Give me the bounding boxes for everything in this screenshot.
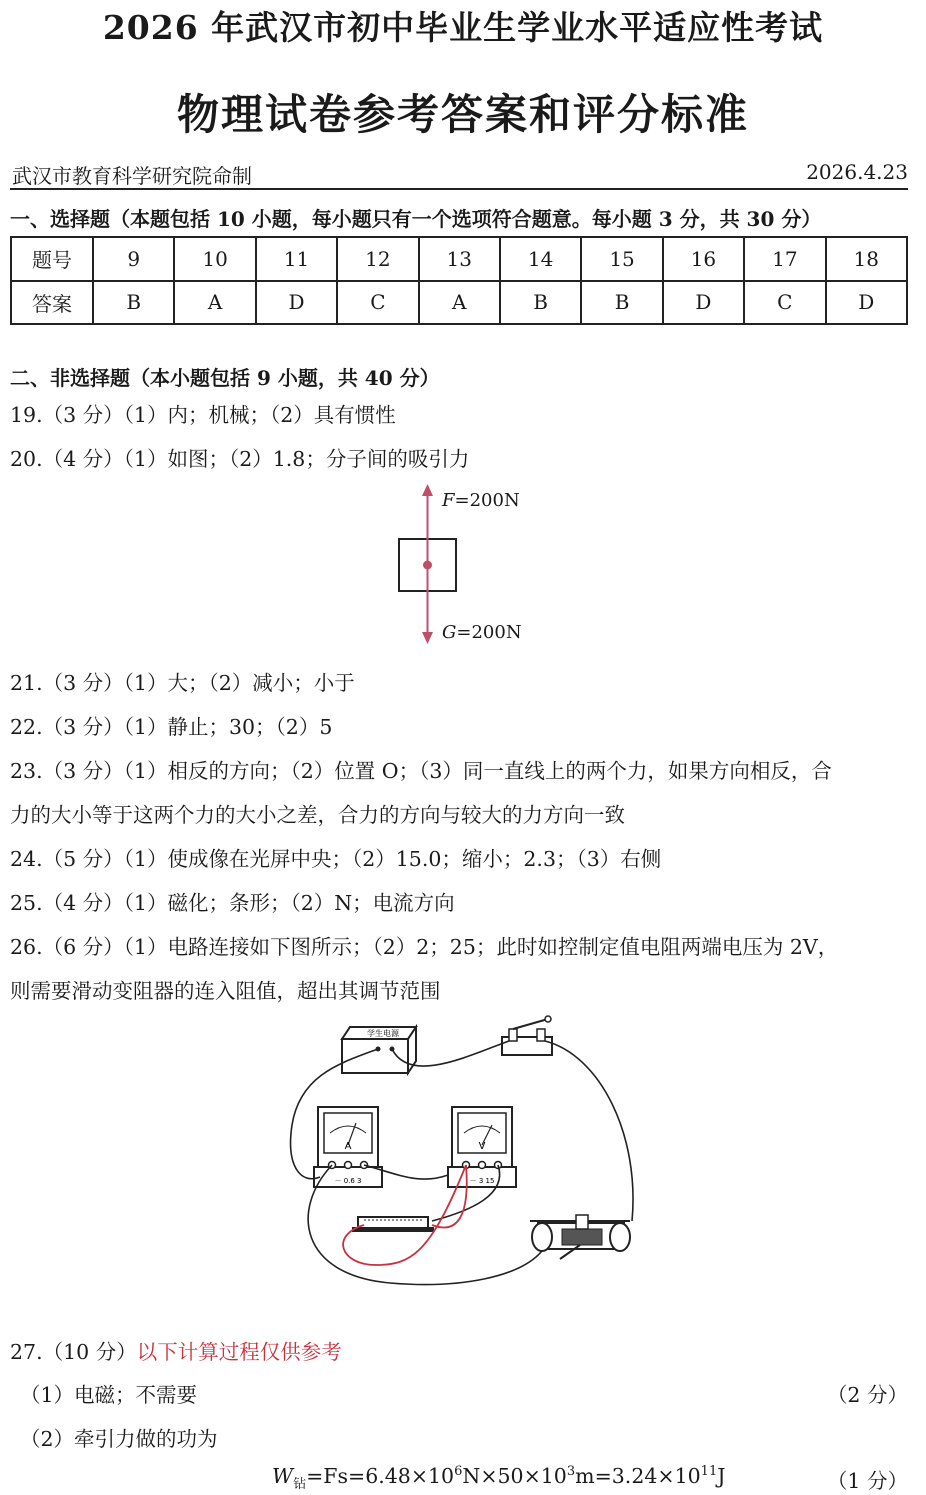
answer-23-line1: 23.（3 分）（1）相反的方向；（2）位置 O；（3）同一直线上的两个力，如果方向相反，合 [10, 759, 832, 783]
answer-27-header: 27.（10 分）以下计算过程仅供参考 [10, 1340, 342, 1364]
answer-27-part1: （1）电磁；不需要 [20, 1383, 198, 1407]
answer-22: 22.（3 分）（1）静止；30；（2）5 [10, 715, 333, 739]
table-cell: B [581, 281, 662, 325]
answer-21: 21.（3 分）（1）大；（2）减小；小于 [10, 671, 355, 695]
table-row-numbers [11, 237, 907, 281]
label-F: F=200N [442, 490, 520, 511]
ammeter-terminals: － 0.6 3 [334, 1177, 362, 1185]
exam-title: 2026 年武汉市初中毕业生学业水平适应性考试 [102, 8, 824, 47]
voltmeter-symbol: V [478, 1141, 486, 1152]
label-G: G=200N [442, 622, 522, 643]
table-cell: B [93, 281, 174, 325]
table-header-number: 题号 [11, 237, 93, 281]
answer-key-title: 物理试卷参考答案和评分标准 [176, 90, 749, 139]
note-red: 以下计算过程仅供参考 [136, 1340, 342, 1364]
score-formula: （1 分） [826, 1469, 908, 1493]
table-cell: 18 [826, 237, 907, 281]
arrow-head-down-icon [422, 632, 433, 644]
answer-table [10, 236, 908, 325]
voltmeter [448, 1107, 516, 1187]
date: 2026.4.23 [806, 160, 908, 184]
section1-heading: 一、选择题（本题包括 10 小题，每小题只有一个选项符合题意。每小题 3 分，共 30 分） [10, 207, 822, 231]
power-supply [342, 1027, 416, 1073]
table-cell: 14 [500, 237, 581, 281]
table-cell: C [337, 281, 418, 325]
answer-24: 24.（5 分）（1）使成像在光屏中央；（2）15.0；缩小；2.3；（3）右侧 [10, 847, 662, 871]
table-cell: 16 [663, 237, 744, 281]
answer-26-line2: 则需要滑动变阻器的连入阻值，超出其调节范围 [10, 979, 441, 1003]
table-cell: A [419, 281, 500, 325]
fixed-resistor [352, 1217, 434, 1232]
table-header-answer: 答案 [11, 281, 93, 325]
table-cell: 9 [93, 237, 174, 281]
header-divider [10, 188, 908, 190]
answer-23-line2: 力的大小等于这两个力的大小之差，合力的方向与较大的力方向一致 [10, 803, 625, 827]
table-cell: 17 [744, 237, 825, 281]
formula-work: $W_钻=Fs=6.48\times 10^6N\times 50\times 10^3m=3.24\times 10^{11}J$ [272, 1464, 726, 1493]
arrow-head-up-icon [422, 484, 433, 496]
ammeter-symbol: A [344, 1141, 352, 1152]
answer-19: 19.（3 分）（1）内；机械；（2）具有惯性 [10, 403, 396, 427]
table-cell: D [663, 281, 744, 325]
table-cell: C [744, 281, 825, 325]
answer-25: 25.（4 分）（1）磁化；条形；（2）N；电流方向 [10, 891, 455, 915]
table-cell: D [826, 281, 907, 325]
answer-20: 20.（4 分）（1）如图；（2）1.8；分子间的吸引力 [10, 447, 470, 471]
center-point [423, 561, 432, 570]
table-cell: 11 [256, 237, 337, 281]
table-cell: 12 [337, 237, 418, 281]
table-cell: A [174, 281, 255, 325]
answer-26-line1: 26.（6 分）（1）电路连接如下图所示；（2）2；25；此时如控制定值电阻两端电压为 2V， [10, 935, 839, 959]
table-cell: 13 [419, 237, 500, 281]
wire [545, 1041, 633, 1221]
voltmeter-terminals: － 3 15 [469, 1177, 495, 1185]
rheostat [530, 1215, 630, 1259]
score-part1: （2 分） [826, 1383, 908, 1407]
table-cell: D [256, 281, 337, 325]
table-cell: B [500, 281, 581, 325]
switch [502, 1016, 552, 1055]
issuer: 武汉市教育科学研究院命制 [12, 164, 252, 188]
section2-heading: 二、非选择题（本小题包括 9 小题，共 40 分） [10, 366, 440, 390]
table-cell: 15 [581, 237, 662, 281]
answer-27-part2: （2）牵引力做的功为 [20, 1427, 218, 1451]
power-supply-label: 学生电源 [367, 1029, 399, 1038]
table-row-answers [11, 281, 907, 325]
circuit-diagram [280, 1015, 660, 1325]
table-cell: 10 [174, 237, 255, 281]
